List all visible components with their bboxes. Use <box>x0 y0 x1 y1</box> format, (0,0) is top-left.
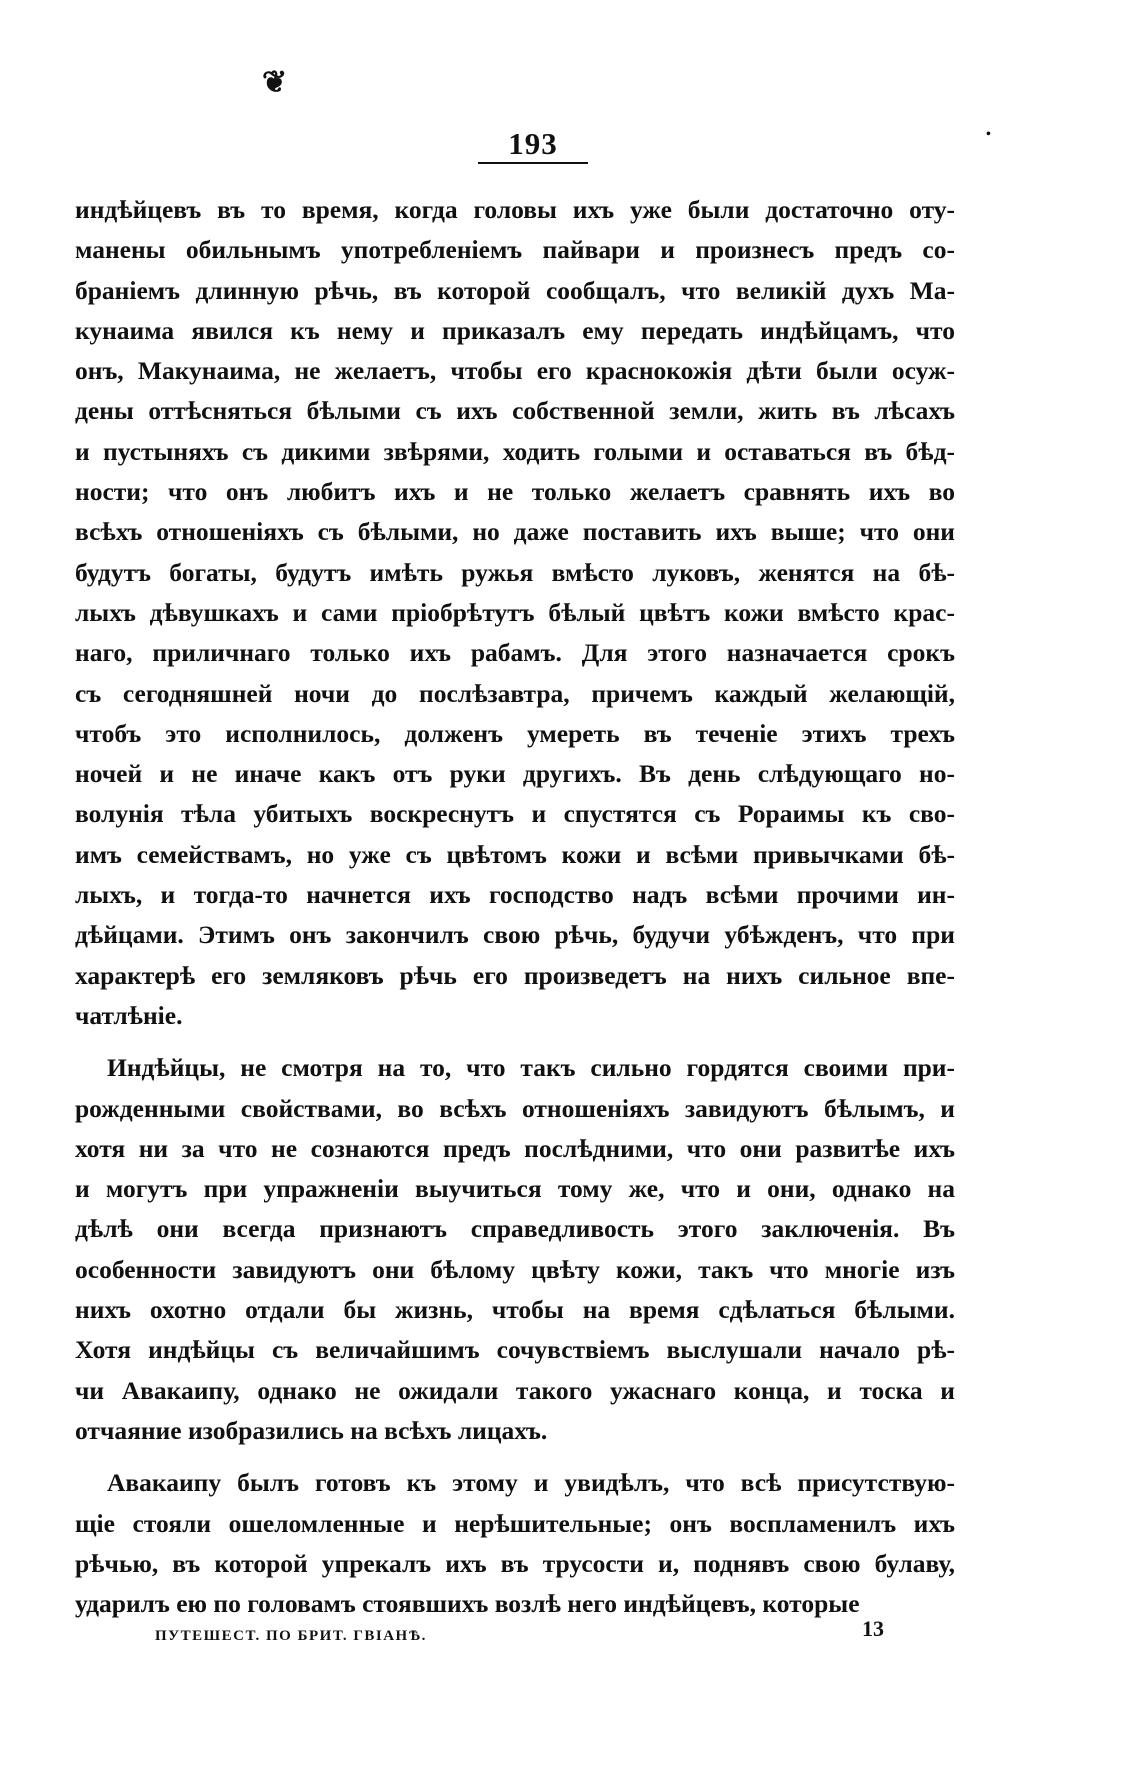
text-line: съ сегодняшней ночи до послѣзавтра, причемъ каждый желающій, <box>75 678 955 708</box>
text-line: ности; что онъ любитъ ихъ и не только желаетъ сравнять ихъ во <box>75 477 955 507</box>
text-line: будутъ богаты, будутъ имѣть ружья вмѣсто луковъ, женятся на бѣ- <box>75 557 955 587</box>
text-line: хотя ни за что не сознаются предъ послѣдними, что они развитѣе ихъ <box>75 1133 955 1163</box>
text-line: кунаима явился къ нему и приказалъ ему передать индѣйцамъ, что <box>75 315 955 345</box>
text-line: чи Авакаипу, однако не ожидали такого ужаснаго конца, и тоска и <box>75 1375 955 1405</box>
signature-mark: 13 <box>862 1616 884 1641</box>
text-line: Индѣйцы, не смотря на то, что такъ сильно гордятся своими при- <box>107 1053 955 1083</box>
text-line: характерѣ его земляковъ рѣчь его произведетъ на нихъ сильное впе- <box>75 960 955 990</box>
text-line: чтобъ это исполнилось, долженъ умереть въ теченіе этихъ трехъ <box>75 718 955 748</box>
paragraph <box>75 1048 955 1451</box>
page-number-rule <box>478 162 588 164</box>
printer-ornament-icon: ❦ <box>262 66 288 99</box>
paragraph <box>75 190 955 1036</box>
paragraph-gap <box>75 1451 955 1463</box>
text-line: Авакаипу былъ готовъ къ этому и увидѣлъ, что всѣ присутствую- <box>107 1468 955 1498</box>
text-line: и пустыняхъ съ дикими звѣрями, ходить голыми и оставаться въ бѣд- <box>75 436 955 466</box>
text-line: браніемъ длинную рѣчь, въ которой сообщалъ, что великій духъ Ма- <box>75 275 955 305</box>
text-line: дѣйцами. Этимъ онъ закончилъ свою рѣчь, будучи убѣжденъ, что при <box>75 920 955 950</box>
text-line: рѣчью, въ которой упрекалъ ихъ въ трусости и, поднявъ свою булаву, <box>75 1548 955 1578</box>
page-number: 193 <box>508 126 558 161</box>
text-line: наго, приличнаго только ихъ рабамъ. Для этого назначается срокъ <box>75 638 955 668</box>
paragraph <box>75 1463 955 1624</box>
text-line: отчаяние изобразились на всѣхъ лицахъ. <box>75 1415 548 1445</box>
text-line: ударилъ ею по головамъ стоявшихъ возлѣ него индѣйцевъ, которые <box>75 1589 860 1619</box>
text-line: имъ семействамъ, но уже съ цвѣтомъ кожи и всѣми привычками бѣ- <box>75 839 955 869</box>
text-line: манены обильнымъ употребленіемъ пайвари и произнесъ предъ со- <box>75 235 955 265</box>
text-line: нихъ охотно отдали бы жизнь, чтобы на время сдѣлаться бѣлыми. <box>75 1295 955 1325</box>
text-line: особенности завидуютъ они бѣлому цвѣту кожи, такъ что многіе изъ <box>75 1254 955 1284</box>
text-line: чатлѣніе. <box>75 1000 183 1030</box>
text-line: лыхъ, и тогда-то начнется ихъ господство надъ всѣми прочими ин- <box>75 880 955 910</box>
text-line: всѣхъ отношеніяхъ съ бѣлыми, но даже поставить ихъ выше; что они <box>75 517 955 547</box>
body-text <box>75 190 955 1624</box>
text-line: рожденными свойствами, во всѣхъ отношеніяхъ завидуютъ бѣлымъ, и <box>75 1093 955 1123</box>
text-line: индѣйцевъ въ то время, когда головы ихъ уже были достаточно оту- <box>75 195 955 224</box>
text-line: онъ, Макунаима, не желаетъ, чтобы его краснокожія дѣти были осуж- <box>75 356 955 386</box>
text-line: ночей и не иначе какъ отъ руки другихъ. Въ день слѣдующаго но- <box>75 759 955 789</box>
text-line: дены оттѣсняться бѣлыми съ ихъ собственной земли, жить въ лѣсахъ <box>75 396 955 426</box>
text-line: дѣлѣ они всегда признаютъ справедливость этого заключенія. Въ <box>75 1214 955 1244</box>
text-line: щіе стояли ошеломленные и нерѣшительные; онъ воспламенилъ ихъ <box>75 1508 955 1538</box>
text-line: и могутъ при упражненіи выучиться тому же, что и они, однако на <box>75 1174 955 1204</box>
stray-dot: • <box>986 127 991 142</box>
paragraph-gap <box>75 1036 955 1048</box>
text-line: лыхъ дѣвушкахъ и сами пріобрѣтутъ бѣлый цвѣтъ кожи вмѣсто крас- <box>75 597 955 627</box>
text-line: Хотя индѣйцы съ величайшимъ сочувствіемъ выслушали начало рѣ- <box>75 1335 955 1365</box>
running-footer-title: ПУТЕШЕСТ. ПО БРИТ. ГВІАНѢ. <box>155 1628 427 1644</box>
text-line: волунія тѣла убитыхъ воскреснутъ и спустятся съ Рораимы къ сво- <box>75 799 955 829</box>
